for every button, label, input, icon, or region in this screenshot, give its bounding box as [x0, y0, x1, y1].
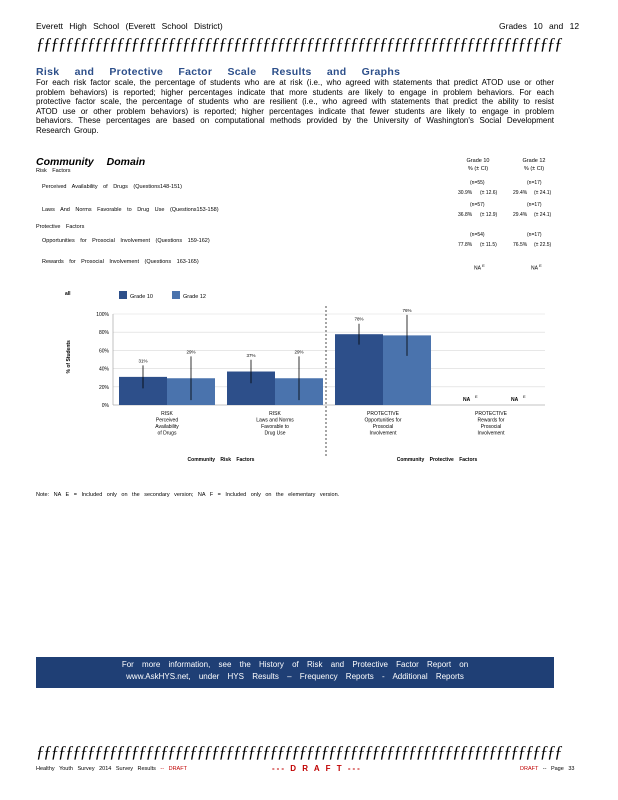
ci-g10-opportunities: (± 11.5) — [480, 242, 497, 248]
x-category-label: PROTECTIVE — [475, 411, 507, 417]
bar-value-label: 29% — [294, 349, 304, 355]
banner-line-1: For more information, see the History of Risk and Protective Factor Report on — [121, 660, 469, 669]
risk-factors-heading: Risk Factors — [36, 168, 71, 174]
chart-corner-label: all — [65, 291, 71, 297]
n-g10-opportunities: (n=54) — [470, 232, 485, 238]
n-g10-laws: (n=57) — [470, 202, 485, 208]
x-category-label: Prosocial — [372, 424, 394, 430]
legend-swatch — [172, 291, 180, 299]
grades-header: Grades 10 and 12 — [499, 21, 580, 31]
bar-na-label: NA — [511, 397, 519, 403]
school-header: Everett High School (Everett School District) — [36, 21, 223, 31]
footer-draft-center: --- D R A F T --- — [272, 764, 362, 773]
x-category-label: Involvement — [369, 430, 397, 437]
pct-g10-laws: 36.8% — [458, 212, 473, 218]
community-domain-chart — [40, 286, 585, 476]
domain-title: Community Domain — [36, 156, 146, 168]
na-g10-rewards: NA $^E$ — [474, 263, 485, 272]
row-label-laws-norms: Laws And Norms Favorable to Drug Use (Questions153-158) — [42, 207, 219, 213]
x-category-label: RISK — [161, 411, 173, 417]
x-category-label: Involvement — [477, 430, 505, 437]
bar-value-label: 76% — [402, 307, 412, 313]
decorative-rule-bottom: ƒƒƒƒƒƒƒƒƒƒƒƒƒƒƒƒƒƒƒƒƒƒƒƒƒƒƒƒƒƒƒƒƒƒƒƒƒƒƒƒƒƒƒƒƒƒƒƒƒƒƒƒƒƒƒƒƒƒƒƒƒƒƒƒƒƒƒƒƒƒƒƒ — [36, 742, 562, 761]
row-label-rewards: Rewards for Prosocial Involvement (Questions 163-165) — [42, 259, 199, 265]
bar-na-sup: E — [523, 394, 526, 399]
bar-value-label: 29% — [186, 349, 196, 355]
y-tick-label: 100% — [96, 312, 109, 318]
ci-g10-availability: (± 12.6) — [480, 190, 498, 196]
legend-label: Grade 12 — [183, 294, 206, 300]
ci-g10-laws: (± 12.9) — [480, 212, 498, 218]
col-header-grade-10: Grade 10 % (± CI) — [466, 158, 490, 172]
decorative-rule-top: ƒƒƒƒƒƒƒƒƒƒƒƒƒƒƒƒƒƒƒƒƒƒƒƒƒƒƒƒƒƒƒƒƒƒƒƒƒƒƒƒƒƒƒƒƒƒƒƒƒƒƒƒƒƒƒƒƒƒƒƒƒƒƒƒƒƒƒƒƒƒƒƒ — [36, 34, 562, 53]
ci-g12-availability: (± 24.1) — [534, 190, 552, 196]
y-tick-label: 40% — [98, 366, 109, 373]
pct-g10-availability: 30.9% — [458, 190, 473, 196]
group-label: Community Protective Factors — [396, 457, 478, 463]
y-tick-label: 80% — [98, 330, 109, 337]
bar-value-label: 37% — [246, 352, 256, 358]
footnote: Note: NA E = Included only on the secondary version; NA F = Included only on the elementary version. — [36, 492, 340, 498]
n-g12-laws: (n=17) — [527, 202, 542, 208]
pct-g10-opportunities: 77.8% — [458, 242, 473, 248]
protective-factors-heading: Protective Factors — [36, 224, 85, 230]
legend-swatch — [119, 291, 127, 299]
x-category-label: Opportunities for — [364, 417, 402, 424]
pct-g12-laws: 29.4% — [513, 212, 528, 218]
footer-right: DRAFT -- Page 33 — [520, 766, 575, 772]
x-category-label: Prosocial — [480, 424, 502, 430]
y-axis-label: % of Students — [66, 340, 72, 374]
x-category-label: RISK — [269, 411, 281, 417]
x-category-label: Rewards for — [477, 417, 505, 424]
n-g12-availability: (n=17) — [527, 180, 542, 186]
x-category-label: Laws and Norms — [256, 417, 294, 424]
banner-line-2[interactable]: www.AskHYS.net, under HYS Results – Frequency Reports - Additional Reports — [126, 672, 464, 681]
bar-value-label: 31% — [138, 358, 148, 364]
y-tick-label: 60% — [98, 348, 109, 355]
x-category-label: PROTECTIVE — [367, 411, 399, 417]
bar — [335, 334, 383, 405]
more-info-banner — [36, 657, 554, 688]
x-category-label: of Drugs — [157, 430, 177, 437]
legend-label: Grade 10 — [130, 294, 153, 300]
n-g10-availability: (n=55) — [470, 180, 485, 186]
group-label: Community Risk Factors — [187, 457, 255, 463]
bar-na-label: NA — [463, 397, 471, 403]
x-category-label: Favorable to — [261, 424, 289, 430]
x-category-label: Perceived — [155, 417, 179, 424]
page-number: -- Page 33 — [542, 766, 575, 772]
col-header-grade-12: Grade 12 % (± CI) — [522, 158, 546, 172]
intro-paragraph: For each risk factor scale, the percentage of students who are at risk (i.e., who agreed with statements that predict ATOD use or other problem behaviors) is reported; higher percentages indicate that more students are likely to engage in problem behaviors. For each protective factor scale, the percentage of students who are resilient (i.e., who agreed with statements that predict the ability to resist ATOD use or other problem behaviors) is reported; higher percentages indicate that fewer students are likely to engage in problem behaviors. These percentages are based on computational methods provided by the University of Washington's Social Development Research Group. — [36, 78, 554, 135]
ci-g12-laws: (± 24.1) — [534, 212, 552, 218]
x-category-label: Availability — [155, 424, 179, 430]
ci-g12-opportunities: (± 22.5) — [534, 242, 552, 248]
section-title: Risk and Protective Factor Scale Results and Graphs — [36, 66, 401, 78]
x-category-label: Drug Use — [264, 430, 286, 437]
pct-g12-opportunities: 76.5% — [513, 242, 528, 248]
bar-na-sup: E — [475, 394, 478, 399]
row-label-availability: Perceived Availability of Drugs (Questions148-151) — [42, 184, 183, 190]
pct-g12-availability: 29.4% — [513, 190, 528, 196]
y-tick-label: 20% — [98, 384, 109, 391]
y-tick-label: 0% — [101, 403, 109, 409]
n-g12-opportunities: (n=17) — [527, 232, 542, 238]
footer-left: Healthy Youth Survey 2014 Survey Results -- DRAFT — [36, 766, 187, 772]
na-g12-rewards: NA $^E$ — [531, 263, 542, 272]
row-label-opportunities: Opportunities for Prosocial Involvement (Questions 159-162) — [42, 238, 210, 244]
bar-value-label: 78% — [354, 316, 364, 322]
